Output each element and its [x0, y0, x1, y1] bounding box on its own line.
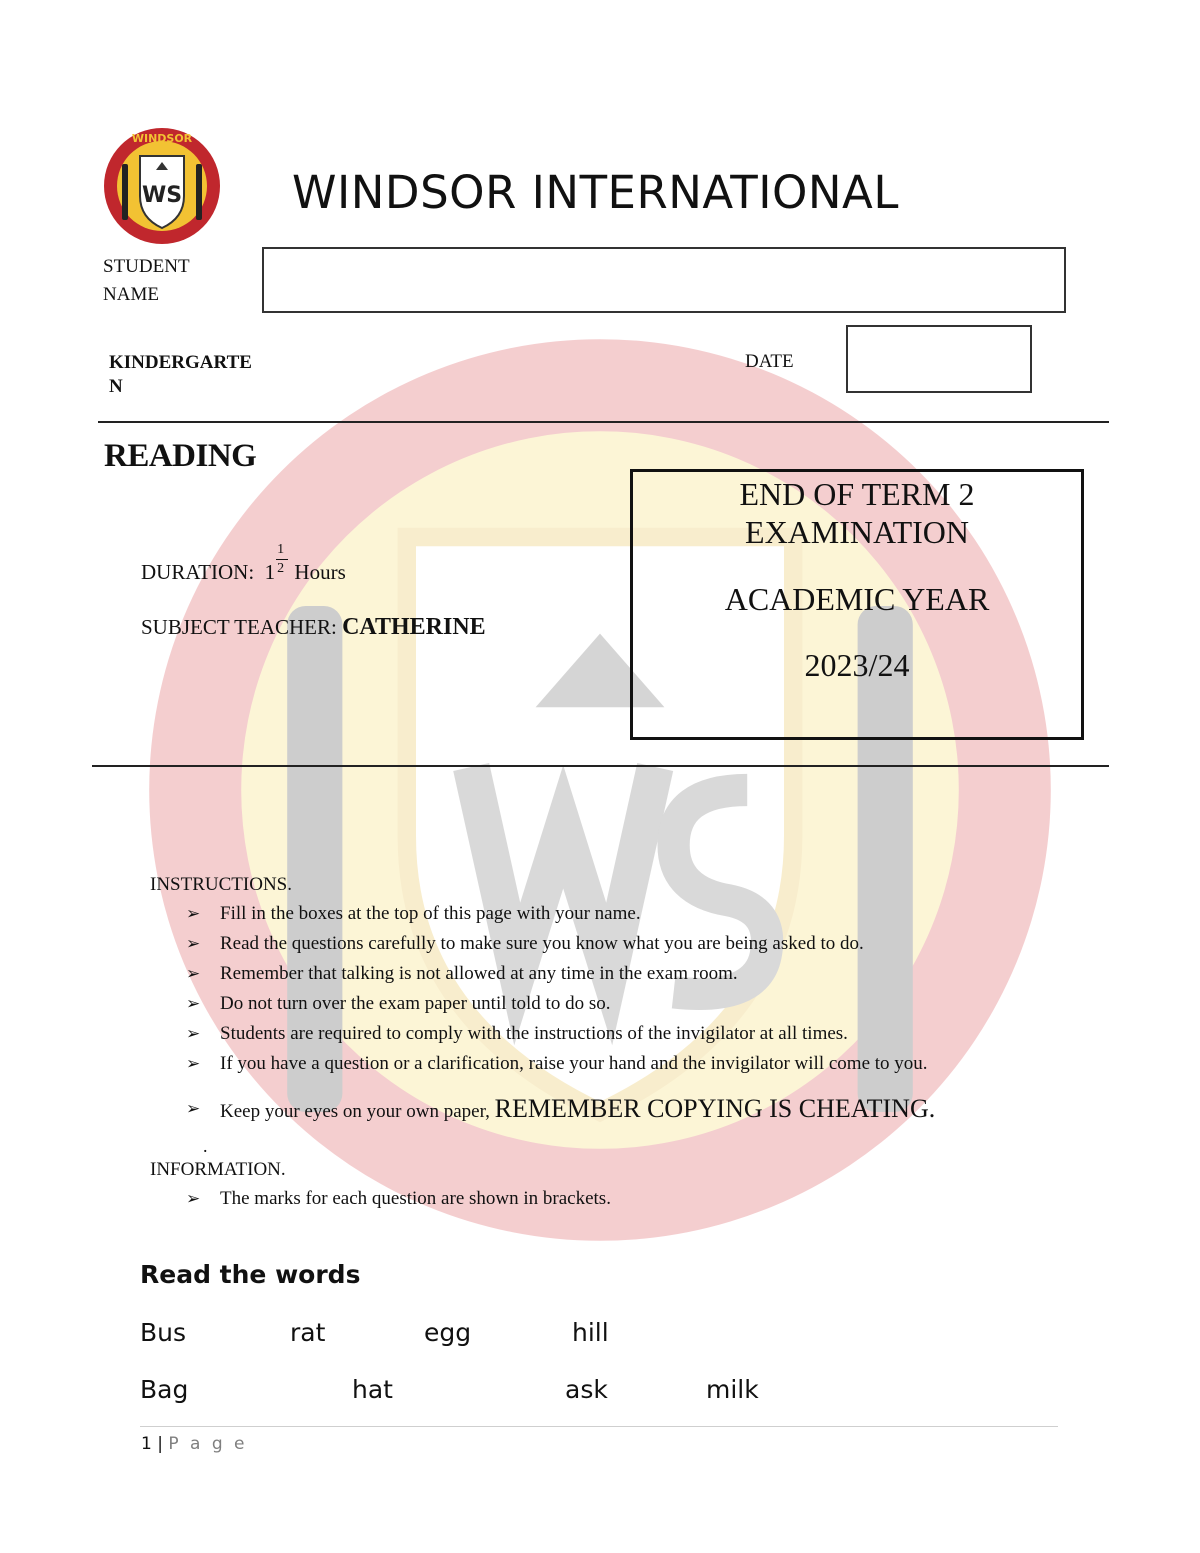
- information-list: [150, 1184, 611, 1214]
- student-name-label: [103, 253, 190, 309]
- logo-text: WINDSOR: [131, 132, 193, 145]
- bullet-arrow-icon: ➢: [186, 1189, 201, 1208]
- word: rat: [290, 1318, 326, 1347]
- word: egg: [424, 1318, 472, 1347]
- information-text: The marks for each question are shown in brackets.: [220, 1188, 611, 1209]
- exam-line-2: EXAMINATION: [745, 514, 969, 550]
- student-name-label-line1: STUDENT: [103, 256, 190, 277]
- word: Bag: [140, 1375, 189, 1404]
- bullet-arrow-icon: ➢: [186, 994, 201, 1013]
- instructions-heading: INSTRUCTIONS.: [150, 874, 292, 895]
- subject-title: READING: [104, 438, 257, 474]
- exam-line-3: ACADEMIC YEAR: [724, 581, 990, 617]
- word: milk: [706, 1375, 759, 1404]
- school-logo: [98, 126, 226, 246]
- exam-line-1: END OF TERM 2: [739, 476, 975, 512]
- page-number: 1: [141, 1434, 152, 1454]
- instructions-list: [150, 899, 935, 1131]
- school-name: WINDSOR INTERNATIONAL: [292, 166, 899, 219]
- duration: [141, 542, 346, 585]
- bullet-arrow-icon: ➢: [186, 934, 201, 953]
- word: ask: [565, 1375, 608, 1404]
- section-divider: [92, 765, 1109, 767]
- page-label: P a g e: [168, 1434, 248, 1454]
- information-heading: INFORMATION.: [150, 1159, 286, 1180]
- exam-line-4: 2023/24: [804, 647, 910, 683]
- information-item: [150, 1184, 611, 1214]
- instruction-text: Read the questions carefully to make sure you know what you are being asked to do.: [220, 933, 864, 954]
- instruction-text: Fill in the boxes at the top of this page with your name.: [220, 903, 641, 924]
- duration-label: DURATION:: [141, 560, 255, 584]
- class-label-line2: N: [109, 376, 123, 397]
- class-label: [109, 351, 252, 399]
- instruction-item-last: [150, 1087, 935, 1131]
- instruction-text: Students are required to comply with the instructions of the invigilator at all times.: [220, 1023, 848, 1044]
- duration-numerator: 1: [277, 542, 285, 558]
- date-field[interactable]: [846, 325, 1032, 393]
- instruction-text: Keep your eyes on your own paper,: [220, 1101, 490, 1122]
- stray-dot: .: [203, 1136, 208, 1156]
- teacher-label: SUBJECT TEACHER:: [141, 615, 337, 639]
- bullet-arrow-icon: ➢: [186, 1054, 201, 1073]
- word: Bus: [140, 1318, 187, 1347]
- exam-info-box: [630, 469, 1084, 740]
- instruction-item: [150, 989, 935, 1019]
- footer-divider: [140, 1426, 1058, 1427]
- class-label-line1: KINDERGARTE: [109, 352, 252, 373]
- bullet-arrow-icon: ➢: [186, 964, 201, 983]
- read-words-title: Read the words: [140, 1260, 361, 1289]
- instruction-item: [150, 929, 935, 959]
- duration-unit: Hours: [294, 560, 346, 584]
- logo-monogram: WS: [141, 183, 183, 208]
- page-footer: [141, 1434, 248, 1454]
- header-divider: [98, 421, 1109, 423]
- bullet-arrow-icon: ➢: [186, 1099, 201, 1118]
- student-name-field[interactable]: [262, 247, 1066, 313]
- instruction-item: [150, 959, 935, 989]
- instruction-item: [150, 899, 935, 929]
- student-name-label-line2: NAME: [103, 284, 159, 305]
- duration-denominator: 2: [277, 561, 285, 577]
- instruction-item: [150, 1019, 935, 1049]
- bullet-arrow-icon: ➢: [186, 1024, 201, 1043]
- date-label: DATE: [745, 351, 794, 372]
- instruction-text: If you have a question or a clarification, raise your hand and the invigilator will come to you.: [220, 1053, 928, 1074]
- duration-whole: 1: [264, 560, 276, 584]
- copying-warning: REMEMBER COPYING IS CHEATING.: [494, 1094, 936, 1123]
- instruction-text: Do not turn over the exam paper until told to do so.: [220, 993, 611, 1014]
- instruction-text: Remember that talking is not allowed at any time in the exam room.: [220, 963, 738, 984]
- teacher-name: CATHERINE: [342, 614, 486, 640]
- footer-separator: |: [157, 1434, 163, 1454]
- subject-teacher: [141, 614, 486, 641]
- duration-fraction: [275, 542, 289, 584]
- instruction-item: [150, 1049, 935, 1079]
- word: hill: [572, 1318, 609, 1347]
- word: hat: [352, 1375, 393, 1404]
- bullet-arrow-icon: ➢: [186, 904, 201, 923]
